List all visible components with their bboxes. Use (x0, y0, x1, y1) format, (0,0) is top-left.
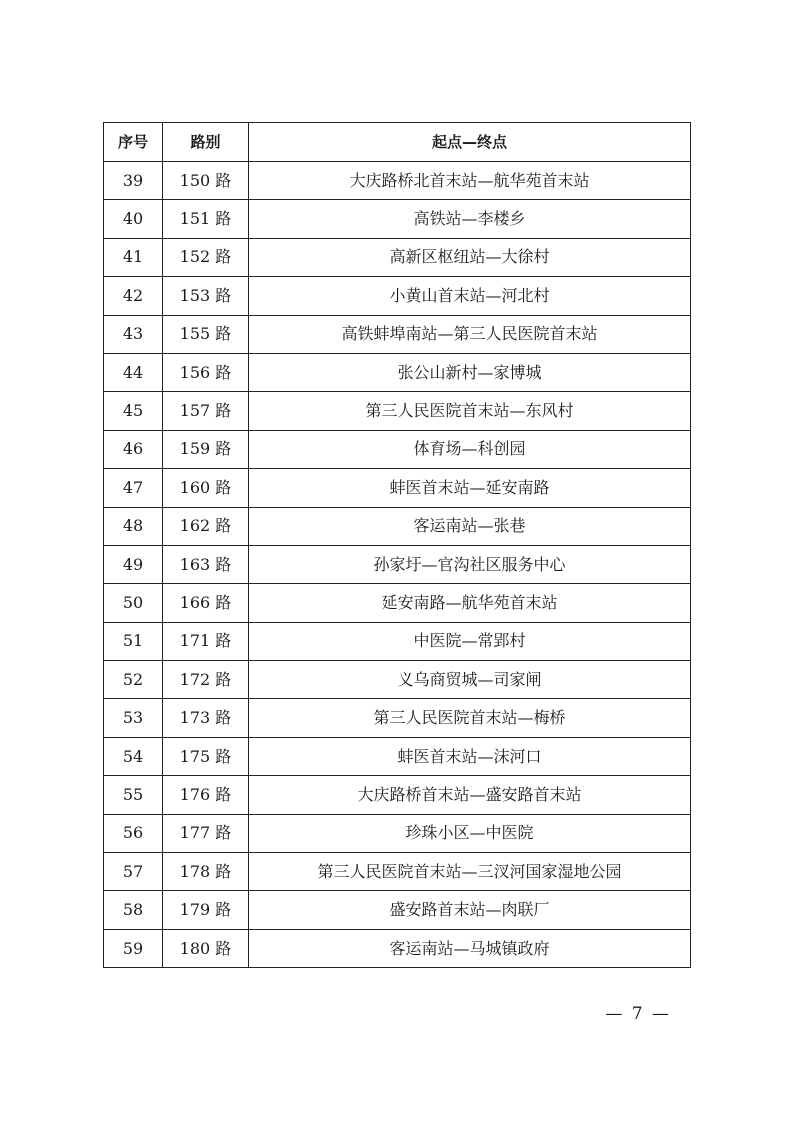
cell-start-end: 大庆路桥北首末站—航华苑首末站 (249, 162, 691, 200)
cell-serial-number: 41 (104, 238, 163, 276)
header-route: 路别 (163, 123, 249, 162)
cell-serial-number: 45 (104, 392, 163, 430)
table-row (104, 661, 691, 699)
cell-route: 159 路 (163, 430, 249, 468)
cell-start-end: 高新区枢纽站—大徐村 (249, 238, 691, 276)
table-row (104, 162, 691, 200)
cell-start-end: 延安南路—航华苑首末站 (249, 584, 691, 622)
table-row (104, 545, 691, 583)
table-header-row (104, 123, 691, 162)
cell-start-end: 大庆路桥首末站—盛安路首末站 (249, 776, 691, 814)
table-row (104, 315, 691, 353)
cell-route: 178 路 (163, 853, 249, 891)
cell-route: 173 路 (163, 699, 249, 737)
table-row (104, 737, 691, 775)
cell-route: 179 路 (163, 891, 249, 929)
table-row (104, 200, 691, 238)
cell-start-end: 蚌医首末站—沫河口 (249, 737, 691, 775)
cell-serial-number: 56 (104, 814, 163, 852)
cell-start-end: 体育场—科创园 (249, 430, 691, 468)
table-body (104, 162, 691, 968)
cell-start-end: 蚌医首末站—延安南路 (249, 469, 691, 507)
cell-start-end: 义乌商贸城—司家闸 (249, 661, 691, 699)
cell-serial-number: 44 (104, 353, 163, 391)
cell-serial-number: 55 (104, 776, 163, 814)
table-row (104, 891, 691, 929)
cell-route: 177 路 (163, 814, 249, 852)
table-row (104, 238, 691, 276)
cell-serial-number: 39 (104, 162, 163, 200)
table-row (104, 929, 691, 967)
table-row (104, 776, 691, 814)
cell-route: 152 路 (163, 238, 249, 276)
cell-serial-number: 50 (104, 584, 163, 622)
cell-start-end: 盛安路首末站—肉联厂 (249, 891, 691, 929)
cell-route: 176 路 (163, 776, 249, 814)
cell-serial-number: 52 (104, 661, 163, 699)
table-row (104, 507, 691, 545)
cell-serial-number: 53 (104, 699, 163, 737)
table-row (104, 584, 691, 622)
cell-route: 156 路 (163, 353, 249, 391)
page-number: — 7 — (605, 1004, 671, 1024)
cell-route: 171 路 (163, 622, 249, 660)
cell-route: 153 路 (163, 277, 249, 315)
cell-route: 166 路 (163, 584, 249, 622)
cell-start-end: 第三人民医院首末站—三汊河国家湿地公园 (249, 853, 691, 891)
cell-serial-number: 54 (104, 737, 163, 775)
cell-start-end: 客运南站—马城镇政府 (249, 929, 691, 967)
cell-start-end: 第三人民医院首末站—东风村 (249, 392, 691, 430)
cell-route: 172 路 (163, 661, 249, 699)
cell-start-end: 孙家圩—官沟社区服务中心 (249, 545, 691, 583)
cell-start-end: 高铁蚌埠南站—第三人民医院首末站 (249, 315, 691, 353)
cell-serial-number: 47 (104, 469, 163, 507)
cell-route: 160 路 (163, 469, 249, 507)
cell-start-end: 珍珠小区—中医院 (249, 814, 691, 852)
cell-serial-number: 46 (104, 430, 163, 468)
table-row (104, 699, 691, 737)
table-row (104, 277, 691, 315)
bus-route-table (103, 122, 691, 968)
cell-route: 151 路 (163, 200, 249, 238)
cell-start-end: 第三人民医院首末站—梅桥 (249, 699, 691, 737)
header-serial-number: 序号 (104, 123, 163, 162)
cell-serial-number: 43 (104, 315, 163, 353)
cell-route: 155 路 (163, 315, 249, 353)
cell-start-end: 张公山新村—家博城 (249, 353, 691, 391)
cell-serial-number: 49 (104, 545, 163, 583)
cell-route: 175 路 (163, 737, 249, 775)
cell-serial-number: 57 (104, 853, 163, 891)
cell-serial-number: 51 (104, 622, 163, 660)
cell-start-end: 小黄山首末站—河北村 (249, 277, 691, 315)
cell-start-end: 高铁站—李楼乡 (249, 200, 691, 238)
cell-serial-number: 59 (104, 929, 163, 967)
header-start-end: 起点—终点 (249, 123, 691, 162)
cell-start-end: 客运南站—张巷 (249, 507, 691, 545)
cell-serial-number: 58 (104, 891, 163, 929)
table-row (104, 622, 691, 660)
table-row (104, 430, 691, 468)
table-row (104, 814, 691, 852)
table-row (104, 469, 691, 507)
cell-serial-number: 48 (104, 507, 163, 545)
table-row (104, 392, 691, 430)
cell-route: 162 路 (163, 507, 249, 545)
cell-serial-number: 42 (104, 277, 163, 315)
table-row (104, 853, 691, 891)
cell-route: 163 路 (163, 545, 249, 583)
cell-start-end: 中医院—常郢村 (249, 622, 691, 660)
cell-route: 150 路 (163, 162, 249, 200)
cell-route: 157 路 (163, 392, 249, 430)
cell-serial-number: 40 (104, 200, 163, 238)
cell-route: 180 路 (163, 929, 249, 967)
table-row (104, 353, 691, 391)
